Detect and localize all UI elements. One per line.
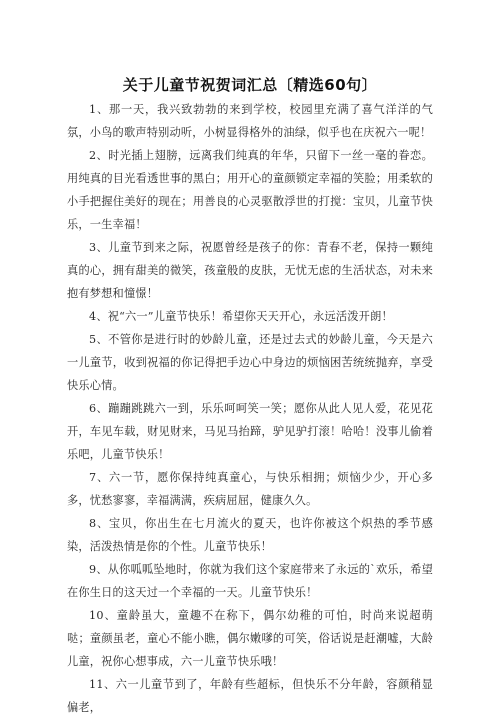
paragraph: 11、六一儿童节到了，年龄有些超标，但快乐不分年龄，容颜稍显偏老， xyxy=(67,678,433,714)
paragraph: 8、宝贝，你出生在七月流火的夏天，也许你被这个炽热的季节感染，活泼热情是你的个性。儿童节快乐！ xyxy=(67,517,433,553)
paragraph: 4、祝“六一”儿童节快乐！希望你天天开心，永远活泼开朗！ xyxy=(89,310,393,323)
paragraph: 6、蹦蹦跳跳六一到，乐乐呵呵笑一笑；愿你从此人见人爱，花见花开，车见车载，财见财来，马见马抬蹄，驴见驴打滚！哈哈！没事儿偷着乐吧，儿童节快乐！ xyxy=(67,402,433,461)
document-body xyxy=(67,98,433,719)
paragraph: 5、不管你是进行时的妙龄儿童，还是过去式的妙龄儿童，今天是六一儿童节，收到祝福的你记得把手边心中身边的烦恼困苦统统抛弃，享受快乐心情。 xyxy=(67,333,433,392)
paragraph: 2、时光插上翅膀，远离我们纯真的年华，只留下一丝一毫的眷恋。用纯真的目光看透世事的黑白；用开心的童颜锁定幸福的笑脸；用柔软的小手把握住美好的现在；用善良的心灵驱散浮世的打搅：宝贝，儿童节快乐，一生幸福！ xyxy=(67,149,433,231)
paragraph: 9、从你呱呱坠地时，你就为我们这个家庭带来了永远的`欢乐，希望在你生日的这天过一个幸福的一天。儿童节快乐！ xyxy=(67,563,433,599)
paragraph: 10、童龄虽大，童趣不在称下，偶尔幼稚的可怕，时尚来说超萌哒；童颜虽老，童心不能小瞧，偶尔嫩嗲的可笑，俗话说是赶潮嘘，大龄儿童，祝你心想事成，六一儿童节快乐哦！ xyxy=(67,609,433,668)
paragraph: 7、六一节，愿你保持纯真童心，与快乐相拥；烦恼少少，开心多多，忧愁寥寥，幸福满满，疾病屈屈，健康久久。 xyxy=(67,471,433,507)
paragraph: 1、那一天，我兴致勃勃的来到学校，校园里充满了喜气洋洋的气氛，小鸟的歌声特别动听，小树显得格外的油绿，似乎也在庆祝六一呢！ xyxy=(67,103,433,139)
document-title: 关于儿童节祝贺词汇总〔精选60句〕 xyxy=(122,76,378,94)
paragraph: 3、儿童节到来之际，祝愿曾经是孩子的你：青春不老，保持一颗纯真的心，拥有甜美的微笑，孩童般的皮肤，无忧无虑的生活状态，对未来抱有梦想和憧憬！ xyxy=(67,241,433,300)
